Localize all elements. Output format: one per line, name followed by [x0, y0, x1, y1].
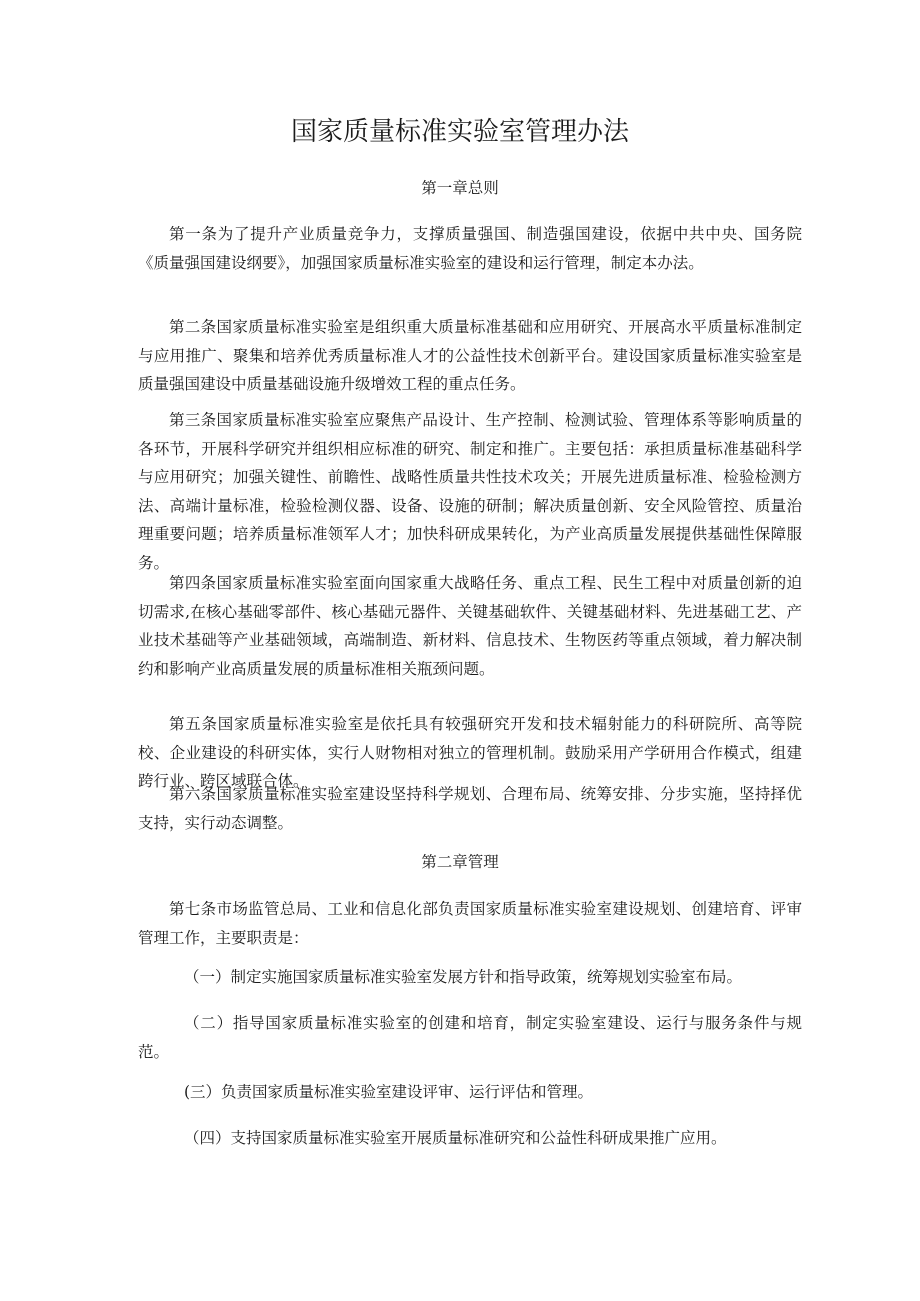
document-title: 国家质量标准实验室管理办法 [290, 117, 629, 147]
chapter-heading-1: 第一章总则 [421, 179, 499, 197]
article-7-item-4: （四）支持国家质量标准实验室开展质量标准研究和公益性科研成果推广应用。 [184, 1129, 727, 1147]
article-2: 第二条国家质量标准实验室是组织重大质量标准基础和应用研究、开展高水平质量标准制定与应用推广、聚集和培养优秀质量标准人才的公益性技术创新平台。建设国家质量标准实验室是质量强国建设中质量基础设施升级增效工程的重点任务。 [138, 318, 802, 393]
article-4: 第四条国家质量标准实验室面向国家重大战略任务、重点工程、民生工程中对质量创新的迫切需求,在核心基础零部件、核心基础元器件、关键基础软件、关键基础材料、先进基础工艺、产业技术基础等产业基础领域，高端制造、新材料、信息技术、生物医药等重点领域，着力解决制约和影响产业高质量发展的质量标准相关瓶颈问题。 [138, 574, 802, 678]
article-6: 第六条国家质量标准实验室建设坚持科学规划、合理布局、统筹安排、分步实施，坚持择优支持，实行动态调整。 [138, 785, 802, 832]
article-7-item-1: （一）制定实施国家质量标准实验室发展方针和指导政策，统筹规划实验室布局。 [184, 968, 743, 986]
article-1: 第一条为了提升产业质量竞争力，支撑质量强国、制造强国建设，依据中共中央、国务院《质量强国建设纲要》，加强国家质量标准实验室的建设和运行管理，制定本办法。 [138, 225, 802, 272]
article-7: 第七条市场监管总局、工业和信息化部负责国家质量标准实验室建设规划、创建培育、评审管理工作，主要职责是： [138, 900, 802, 947]
article-7-item-2: （二）指导国家质量标准实验室的创建和培育，制定实验室建设、运行与服务条件与规范。 [138, 1014, 802, 1061]
article-7-item-3: (三）负责国家质量标准实验室建设评审、运行评估和管理。 [184, 1083, 594, 1101]
article-3: 第三条国家质量标准实验室应聚焦产品设计、生产控制、检测试验、管理体系等影响质量的各环节，开展科学研究并组织相应标准的研究、制定和推广。主要包括：承担质量标准基础科学与应用研究；加强关键性、前瞻性、战略性质量共性技术攻关；开展先进质量标准、检验检测方法、高端计量标准，检验检测仪器、设备、设施的研制；解决质量创新、安全风险管控、质量治理重要问题；培养质量标准领军人才；加快科研成果转化，为产业高质量发展提供基础性保障服务。 [138, 411, 802, 572]
article-5: 第五条国家质量标准实验室是依托具有较强研究开发和技术辐射能力的科研院所、高等院校、企业建设的科研实体，实行人财物相对独立的管理机制。鼓励采用产学研用合作模式，组建跨行业、跨区域联合体。 [138, 715, 802, 790]
chapter-heading-2: 第二章管理 [421, 853, 499, 871]
